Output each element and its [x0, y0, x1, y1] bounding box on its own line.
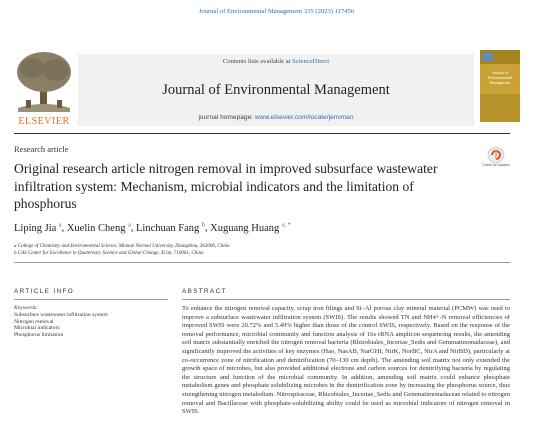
article-type: Research article [14, 144, 69, 154]
homepage-line [78, 114, 474, 121]
check-for-updates-button[interactable] [482, 146, 510, 172]
contents-line [78, 58, 474, 65]
abstract-rule [182, 299, 510, 300]
abstract-text: To enhance the nitrogen removal capacity, scrap iron filings and Si–Al porous clay mineral material (PCMW) was used to improve a subsurface wastewater infiltration system (SWIS). The results showed TN and NH4+-N removal efficiencies of improved SWIS were 20.72% and 5.49% higher than those of the control SWIS, respectively. Based on the response of the removal performance, microbial community and function analysis of 16s rRNA amplicon sequencing results, the amending soil matrix substantially enriched the nitrogen removal bacteria (Rhizobiales_Incertae_Sedis and Gemmatimonadaceae), and significantly improved the activities of key enzymes (Hao, NasAB, NarGHI, NirK, NorBC, NirA and NirBD), particularly at co-occurrence zone of nitrification and denitrification (70–130 cm depth). The amending soil matrix not only extended the growth space of microbes, but also provided additional electrons and carbon sources for denitrifying bacteria by regulating the structure and function of the microbial community. In addition, amending soil matrix could enhance phosphate metabolism genes and phosphate solubilizing microbes in the denitrification zone by increasing the phosphorus source, thus strengthening nitrogen metabolism. Nitrospiraceae, Rhizobiales_Incertae_Sedis and Gemmatimonadaceae related to nitrogen removal and Bacillaceae with phosphate-solubilizing ability could be used as microbial indicators of nitrogen removal in SWIS. [182, 305, 510, 416]
article-title: Original research article nitrogen removal in improved subsurface wastewater infiltration system: Mechanism, microbial indicators and the limitation of phosphorus [14, 161, 438, 211]
contents-prefix: Contents lists available at [222, 58, 293, 65]
sciencedirect-link[interactable]: ScienceDirect [292, 58, 330, 65]
author-list: Liping Jia $^a$, Xuelin Cheng $^a$, Linchuan Fang $^b$, Xuguang Huang $^{a, *}$ [14, 222, 291, 234]
abstract-heading: ABSTRACT [182, 288, 227, 295]
author-2[interactable]: Xuelin Cheng $^a$ [66, 222, 131, 234]
author-4[interactable]: Xuguang Huang $^{a, *}$ [210, 222, 291, 234]
journal-title[interactable]: Journal of Environmental Management [162, 82, 390, 98]
cover-art-icon [480, 50, 520, 122]
publisher-name: ELSEVIER [18, 116, 70, 127]
journal-masthead [14, 50, 540, 130]
keyword-item[interactable]: Microbial indicators [14, 325, 60, 332]
keyword-item[interactable]: Nitrogen removal [14, 318, 54, 325]
journal-reference[interactable]: Journal of Environmental Management 335 (2023) 117456 [198, 8, 355, 15]
cover-title: Journal of Environmental Management [488, 70, 512, 85]
journal-banner [78, 54, 474, 126]
check-updates-icon [485, 146, 507, 172]
article-info-heading: ARTICLE INFO [14, 288, 75, 295]
article-info-rule [14, 299, 168, 300]
keywords-block [14, 305, 168, 339]
header-divider [14, 133, 510, 134]
affiliation-b: b CAS Center for Excellence in Quaternary Science and Global Change, Xi'an, 710061, China [14, 251, 204, 256]
check-updates-label: Check for updates [482, 163, 510, 167]
homepage-prefix: journal homepage: [198, 114, 255, 121]
author-1[interactable]: Liping Jia $^a$ [14, 222, 62, 234]
keywords-label: Keywords: [14, 305, 39, 311]
tree-icon [14, 50, 74, 114]
journal-cover-thumbnail[interactable] [480, 50, 520, 122]
keyword-item[interactable]: Phosphorus limitation [14, 332, 64, 339]
author-3[interactable]: Linchuan Fang $^b$ [136, 222, 205, 234]
affiliation-divider [14, 262, 510, 263]
affiliation-a: a College of Chemistry and Environmental Science, Minnan Normal University, Zhangzhou, 363000, China [14, 244, 230, 249]
homepage-link[interactable]: www.elsevier.com/locate/jenvman [254, 114, 354, 121]
elsevier-logo[interactable] [14, 50, 74, 130]
keyword-item[interactable]: Subsurface wastewater infiltration system [14, 311, 108, 318]
